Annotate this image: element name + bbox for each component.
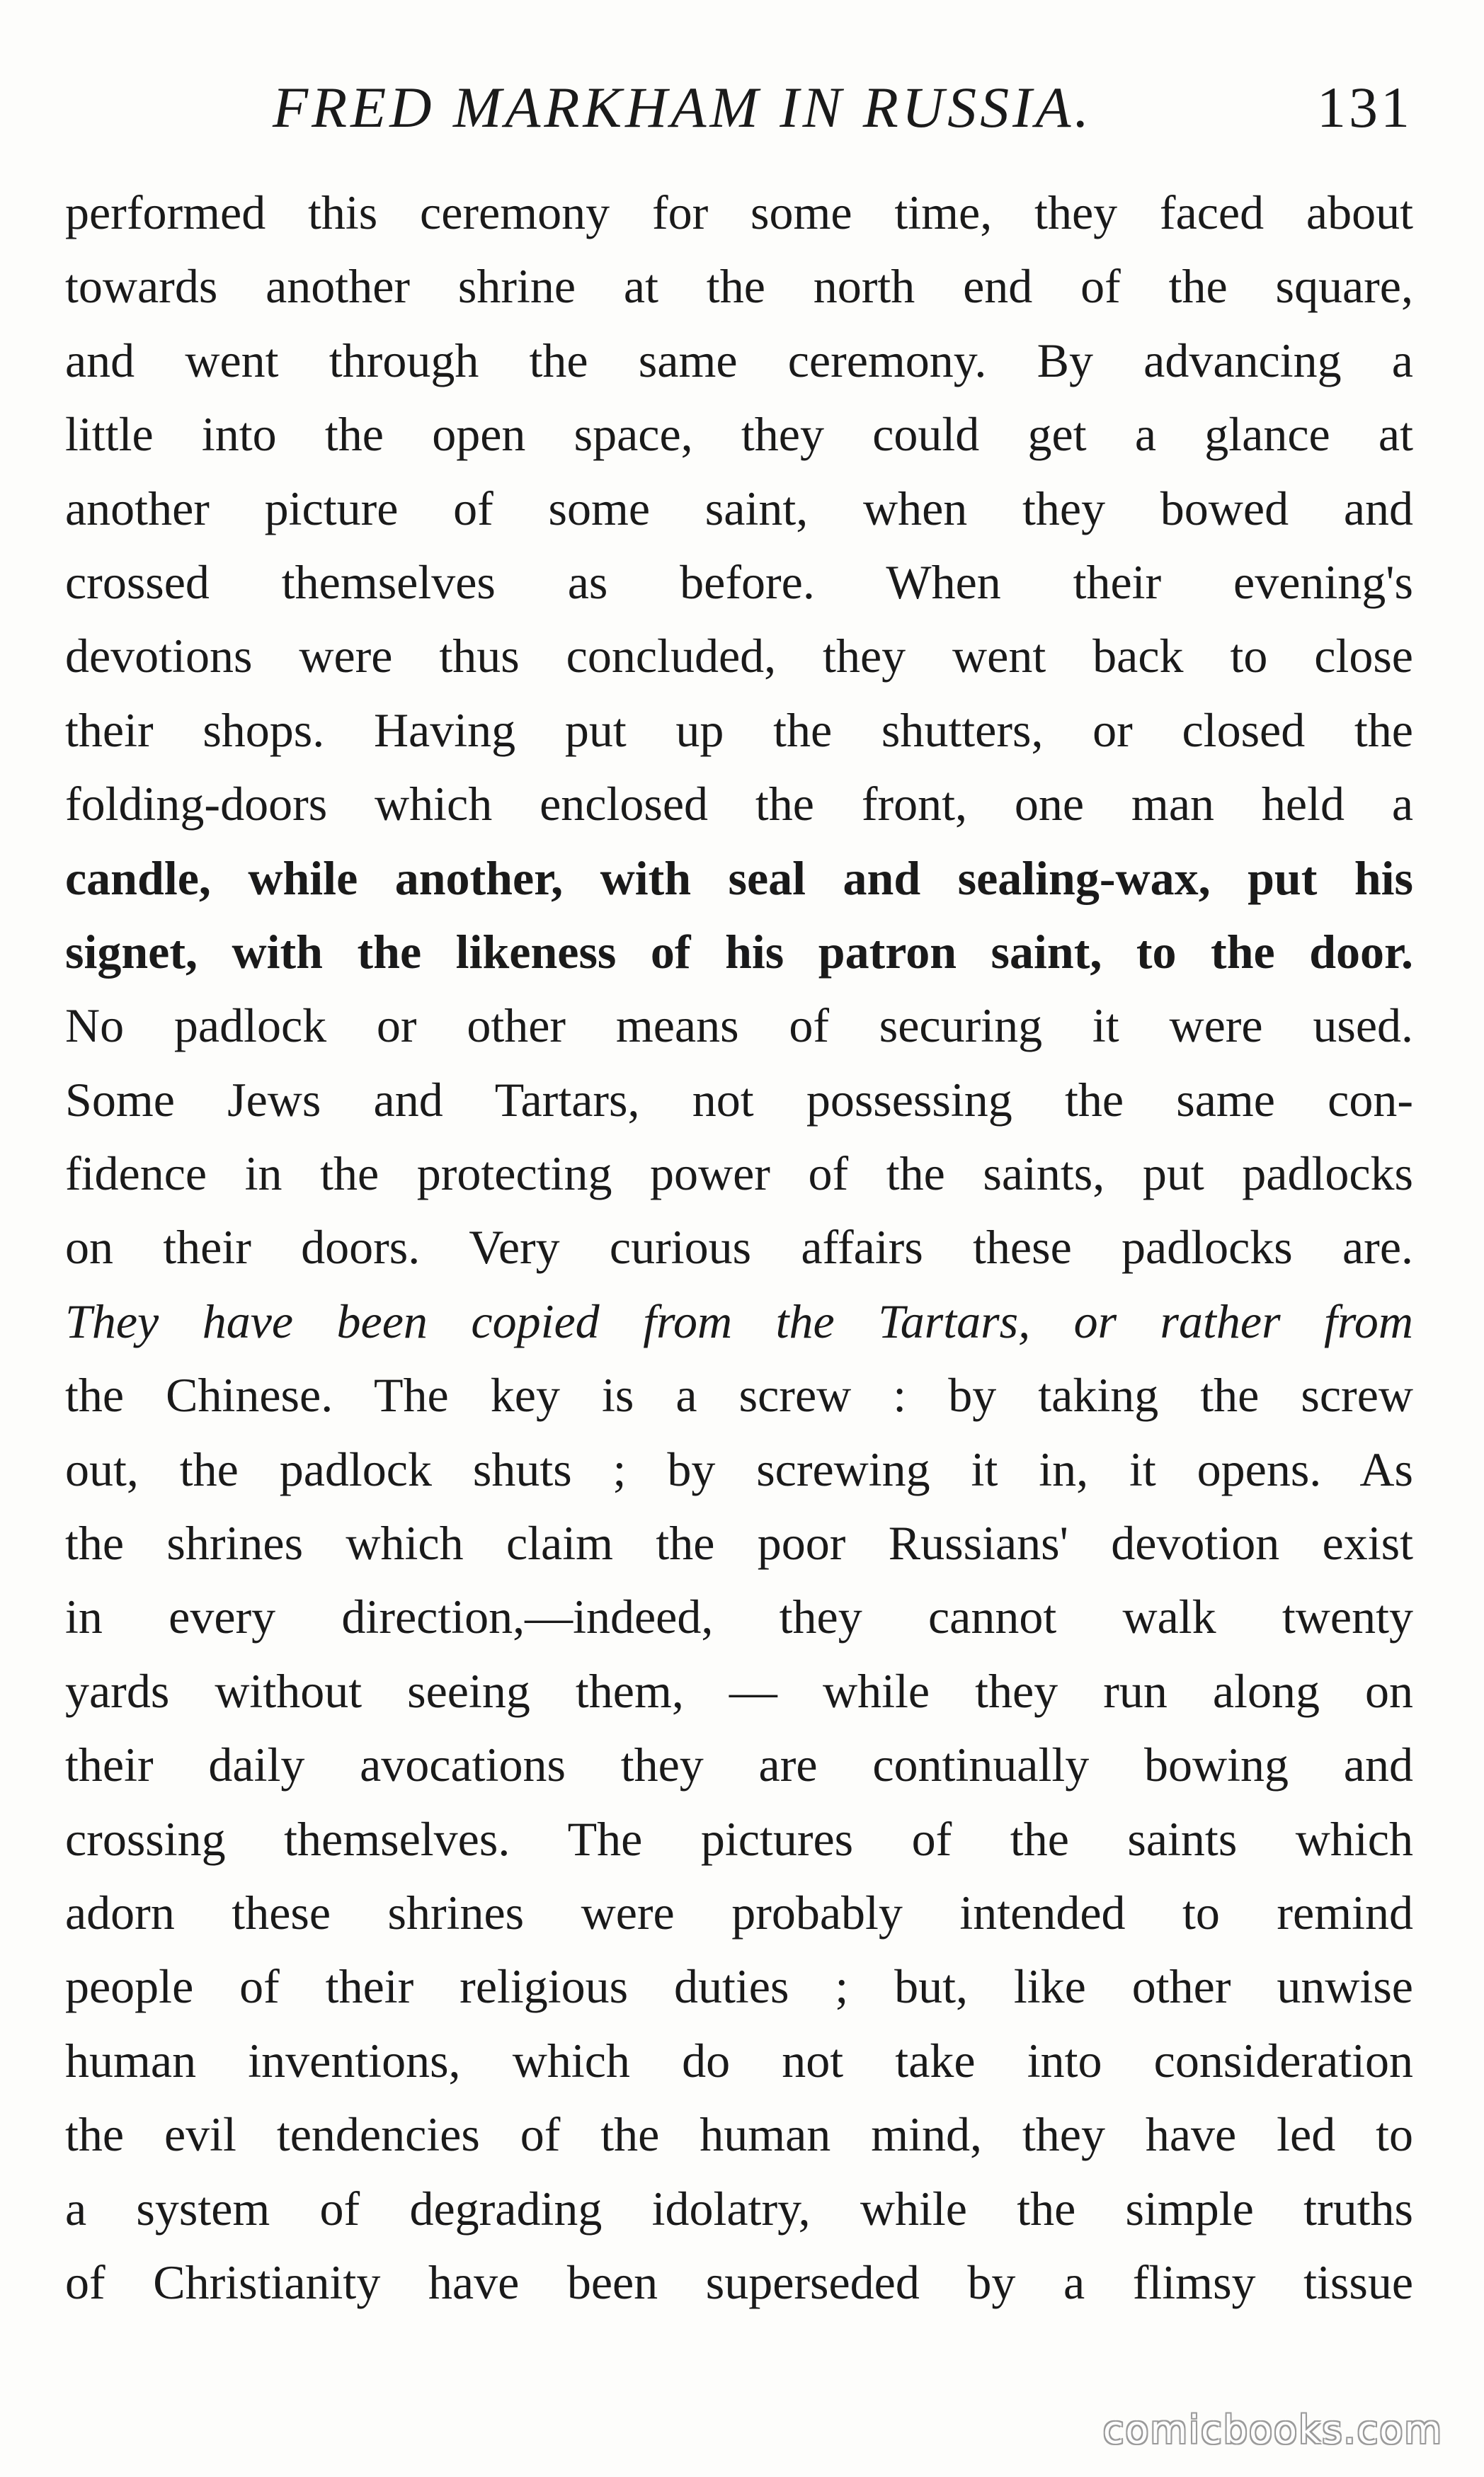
text-line: performed this ceremony for some time, they faced about [65,186,1413,239]
text-line: little into the open space, they could get a glance at [65,407,1413,462]
text-line: devotions were thus concluded, they went back to close [65,629,1413,683]
page-number: 131 [1317,75,1412,139]
text-line: towards another shrine at the north end of the square, [65,259,1413,314]
body-text [65,176,1413,2319]
running-head [0,65,1484,150]
text-line: their daily avocations they are continually bowing and [65,1738,1413,1792]
watermark: comicbooks.com [1102,2408,1443,2452]
text-line: the shrines which claim the poor Russians' devotion exist [65,1516,1413,1571]
text-line: of Christianity have been superseded by a flimsy tissue [65,2255,1413,2309]
text-line: people of their religious duties ; but, like other unwise [65,1959,1413,2014]
text-line: in every direction,—indeed, they cannot walk twenty [65,1590,1413,1644]
text-line: the Chinese. The key is a screw : by taking the screw [65,1368,1413,1423]
text-line: on their doors. Very curious affairs these padlocks are. [65,1220,1413,1275]
text-line: Some Jews and Tartars, not possessing the same con- [65,1072,1413,1127]
text-line: No padlock or other means of securing it were used. [65,998,1413,1053]
text-line: adorn these shrines were probably intended to remind [65,1885,1413,1940]
text-line: yards without seeing them, — while they run along on [65,1663,1413,1718]
text-line: folding-doors which enclosed the front, one man held a [65,777,1413,831]
text-line: They have been copied from the Tartars, or rather from [65,1294,1413,1348]
text-line: and went through the same ceremony. By advancing a [65,333,1413,387]
text-line: fidence in the protecting power of the saints, put padlocks [65,1146,1413,1201]
text-line: their shops. Having put up the shutters, or closed the [65,702,1413,757]
text-line: the evil tendencies of the human mind, they have led to [65,2107,1413,2162]
text-line: crossed themselves as before. When their evening's [65,554,1413,609]
text-line: candle, while another, with seal and sealing-wax, put his [65,850,1413,905]
text-line: human inventions, which do not take into consideration [65,2033,1413,2088]
text-line: out, the padlock shuts ; by screwing it in, it opens. As [65,1442,1413,1496]
running-title: FRED MARKHAM IN RUSSIA. [273,75,1092,139]
text-line: signet, with the likeness of his patron saint, to the door. [65,924,1413,979]
text-line: crossing themselves. The pictures of the saints which [65,1811,1413,1866]
text-line: a system of degrading idolatry, while the simple truths [65,2181,1413,2236]
text-line: another picture of some saint, when they bowed and [65,481,1413,535]
